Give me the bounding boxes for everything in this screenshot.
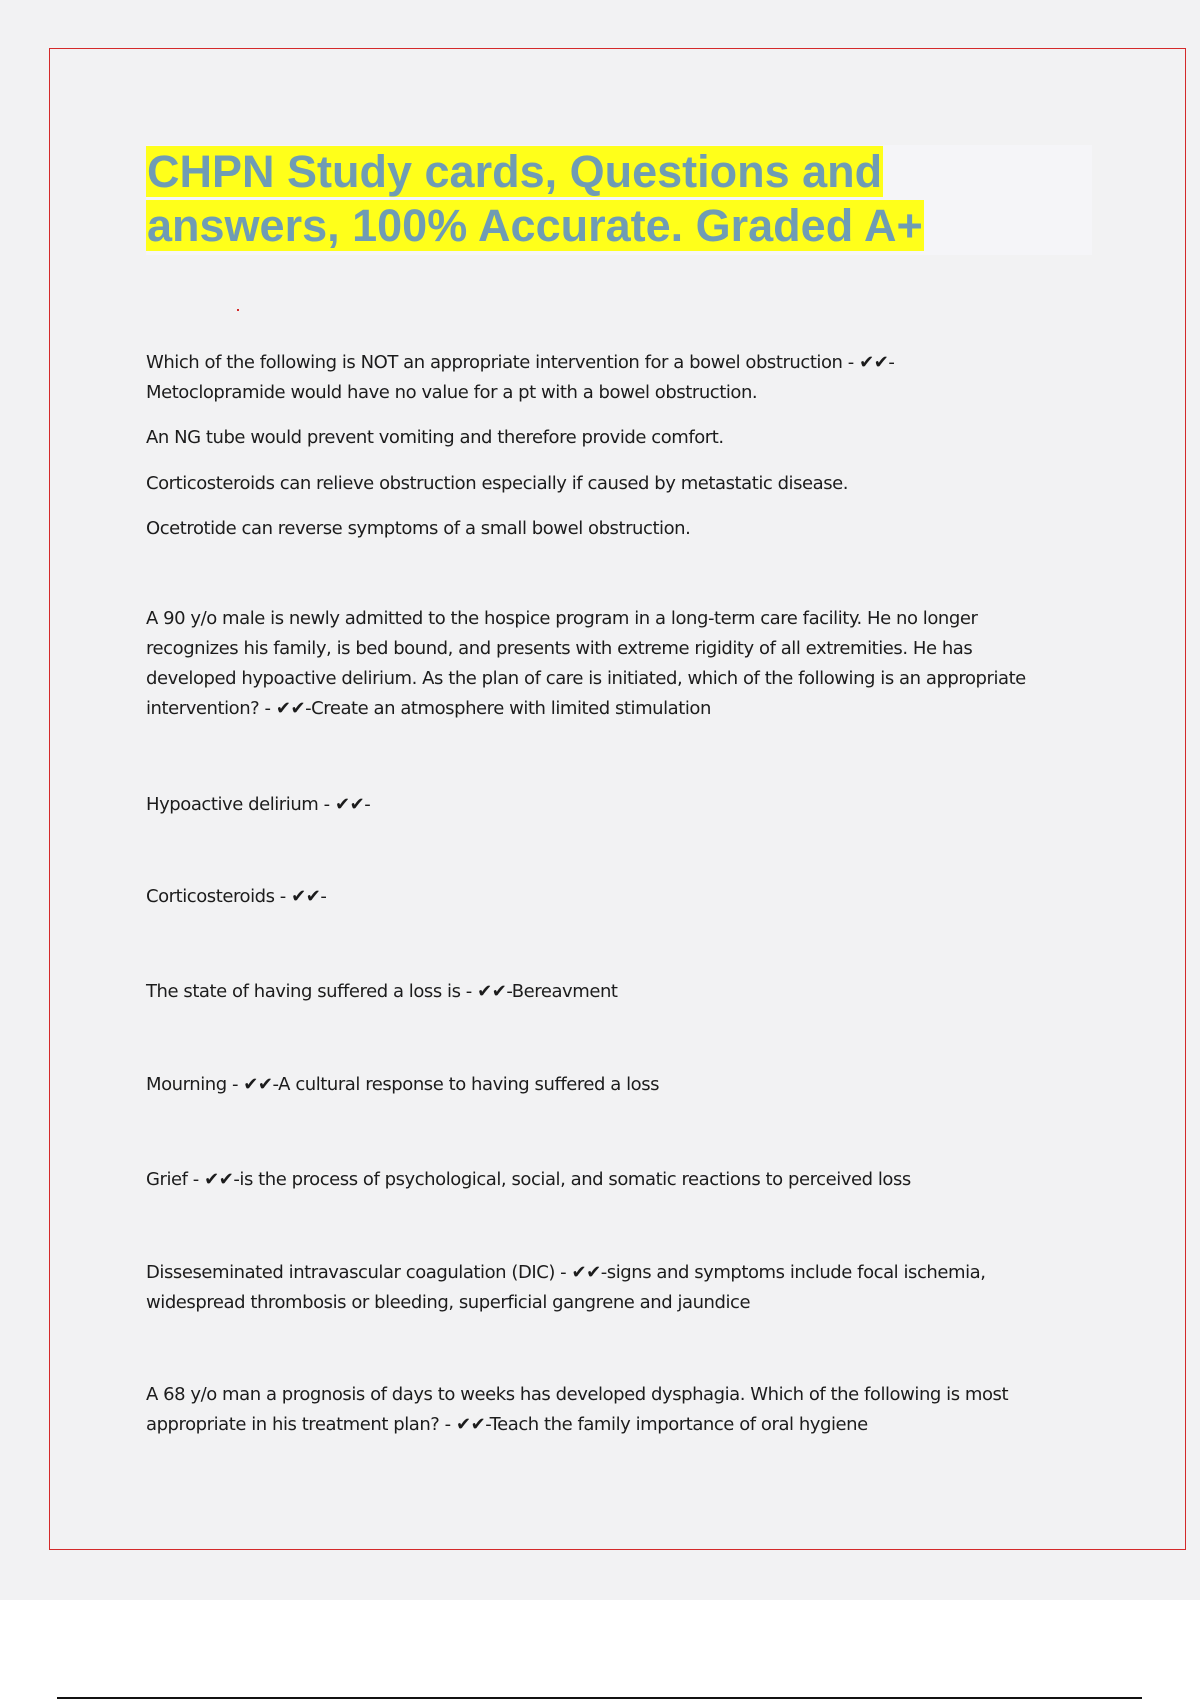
red-dot-mark bbox=[237, 309, 239, 311]
card-line: Metoclopramide would have no value for a pt with a bowel obstruction. bbox=[146, 382, 758, 403]
title-block bbox=[146, 145, 1092, 255]
card-bowel-obstruction-question bbox=[146, 348, 1096, 408]
card-line: Corticosteroids - ✔✔- bbox=[146, 886, 327, 907]
card-line: developed hypoactive delirium. As the plan of care is initiated, which of the following is an appropriate bbox=[146, 668, 1026, 689]
card-ocetrotide bbox=[146, 514, 1096, 544]
card-line: Disseseminated intravascular coagulation (DIC) - ✔✔-signs and symptoms include focal ischemia, bbox=[146, 1262, 986, 1283]
card-line: intervention? - ✔✔-Create an atmosphere with limited stimulation bbox=[146, 698, 711, 719]
card-line: A 68 y/o man a prognosis of days to weeks has developed dysphagia. Which of the following is most bbox=[146, 1384, 1009, 1405]
card-line: Ocetrotide can reverse symptoms of a small bowel obstruction. bbox=[146, 518, 691, 539]
card-corticosteroids-obstruction bbox=[146, 469, 1096, 499]
card-corticosteroids bbox=[146, 882, 1096, 912]
card-hypoactive-delirium-question bbox=[146, 604, 1096, 724]
card-line: widespread thrombosis or bleeding, superficial gangrene and jaundice bbox=[146, 1292, 751, 1313]
footer-rule bbox=[57, 1697, 1142, 1699]
card-line: A 90 y/o male is newly admitted to the hospice program in a long-term care facility. He no longer bbox=[146, 608, 978, 629]
card-bereavement bbox=[146, 977, 1096, 1007]
card-line: An NG tube would prevent vomiting and therefore provide comfort. bbox=[146, 427, 724, 448]
card-line: Which of the following is NOT an appropriate intervention for a bowel obstruction - ✔✔- bbox=[146, 352, 895, 373]
card-dic bbox=[146, 1258, 1096, 1318]
card-line: appropriate in his treatment plan? - ✔✔-Teach the family importance of oral hygiene bbox=[146, 1414, 868, 1435]
card-line: Mourning - ✔✔-A cultural response to having suffered a loss bbox=[146, 1074, 660, 1095]
card-line: Grief - ✔✔-is the process of psychological, social, and somatic reactions to perceived loss bbox=[146, 1169, 911, 1190]
title-line-2: answers, 100% Accurate. Graded A+ bbox=[147, 200, 923, 251]
card-mourning bbox=[146, 1070, 1096, 1100]
card-hypoactive-delirium bbox=[146, 790, 1096, 820]
card-line: recognizes his family, is bed bound, and presents with extreme rigidity of all extremities. He has bbox=[146, 638, 973, 659]
card-line: Hypoactive delirium - ✔✔- bbox=[146, 794, 371, 815]
card-dysphagia-question bbox=[146, 1380, 1096, 1440]
card-ng-tube bbox=[146, 423, 1096, 453]
card-line: Corticosteroids can relieve obstruction especially if caused by metastatic disease. bbox=[146, 473, 849, 494]
title-line-1: CHPN Study cards, Questions and bbox=[147, 146, 883, 197]
card-grief bbox=[146, 1165, 1096, 1195]
card-line: The state of having suffered a loss is - ✔✔-Bereavment bbox=[146, 981, 618, 1002]
document-title bbox=[146, 145, 1092, 253]
